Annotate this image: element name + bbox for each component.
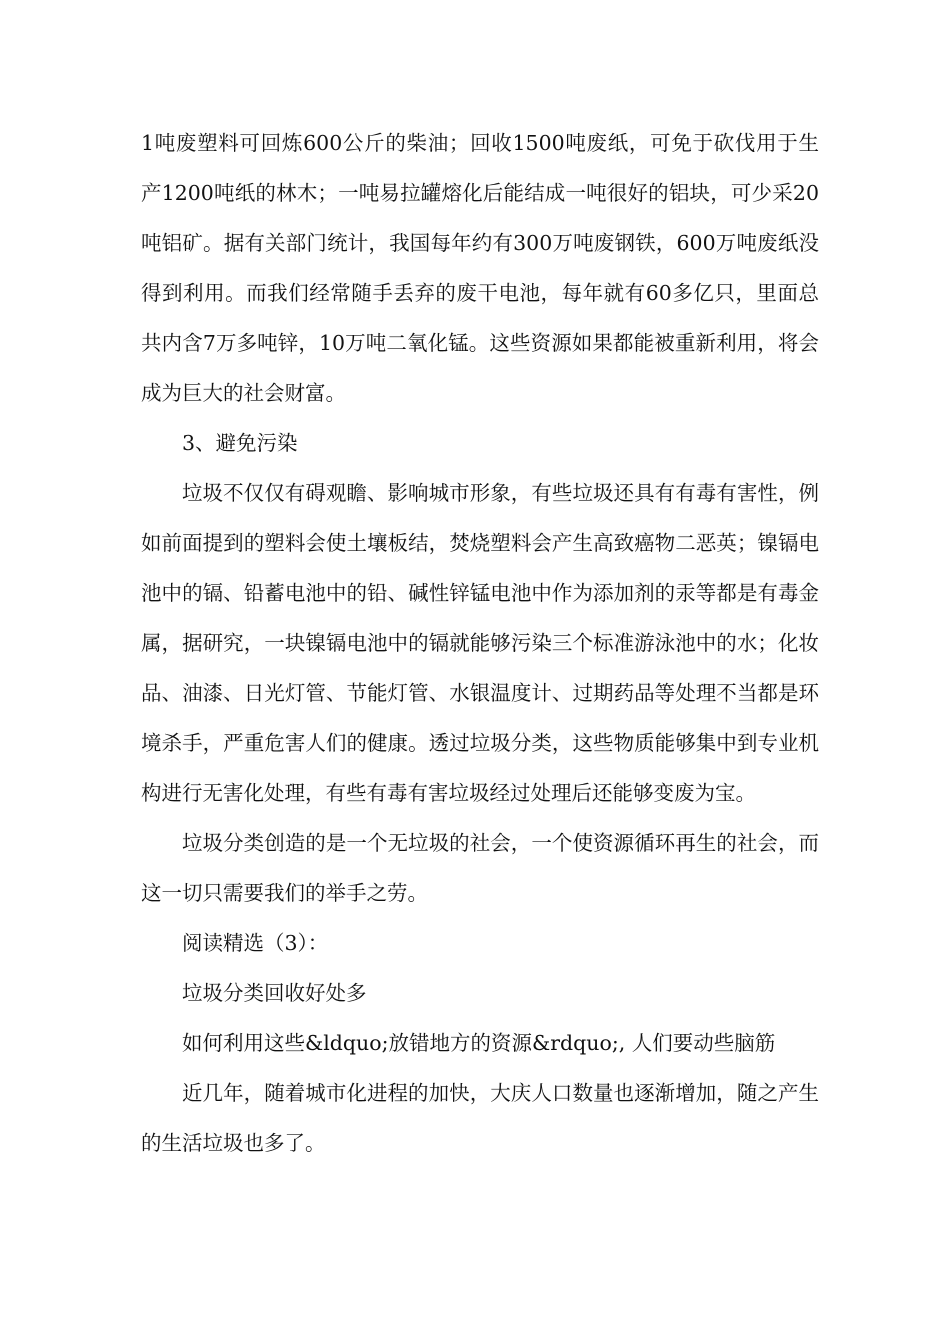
article-subtitle: 如何利用这些&ldquo;放错地方的资源&rdquo;, 人们要动些脑筋 [182, 1031, 776, 1055]
section-heading-reading-selection: 阅读精选（3）： [182, 931, 329, 955]
section-heading-avoid-pollution: 3、避免污染 [182, 431, 298, 455]
paragraph-recycling-figures: 1吨废塑料可回炼600公斤的柴油；回收1500吨废纸，可免于砍伐用于生产1200吨纸的林木；一吨易拉罐熔化后能结成一吨很好的铝块，可少采20吨铝矿。据有关部门统计，我国每年约有300万吨废钢铁，600万吨废纸没得到利用。而我们经常随手丢弃的废干电池，每年就有60多亿只，里面总共内含7万多吨锌，10万吨二氧化锰。这些资源如果都能被重新利用，将会成为巨大的社会财富。 [141, 131, 819, 405]
paragraph-conclusion: 垃圾分类创造的是一个无垃圾的社会，一个使资源循环再生的社会，而这一切只需要我们的举手之劳。 [141, 831, 819, 905]
document-body [141, 118, 819, 1168]
paragraph-daqing-intro: 近几年，随着城市化进程的加快，大庆人口数量也逐渐增加，随之产生的生活垃圾也多了。 [141, 1081, 819, 1155]
paragraph-toxic-waste: 垃圾不仅仅有碍观瞻、影响城市形象，有些垃圾还具有有毒有害性，例如前面提到的塑料会使土壤板结，焚烧塑料会产生高致癌物二恶英；镍镉电池中的镉、铅蓄电池中的铅、碱性锌锰电池中作为添加剂的汞等都是有毒金属，据研究，一块镍镉电池中的镉就能够污染三个标准游泳池中的水；化妆品、油漆、日光灯管、节能灯管、水银温度计、过期药品等处理不当都是环境杀手，严重危害人们的健康。透过垃圾分类，这些物质能够集中到专业机构进行无害化处理，有些有毒有害垃圾经过处理后还能够变废为宝。 [141, 481, 819, 805]
article-title: 垃圾分类回收好处多 [182, 981, 367, 1005]
